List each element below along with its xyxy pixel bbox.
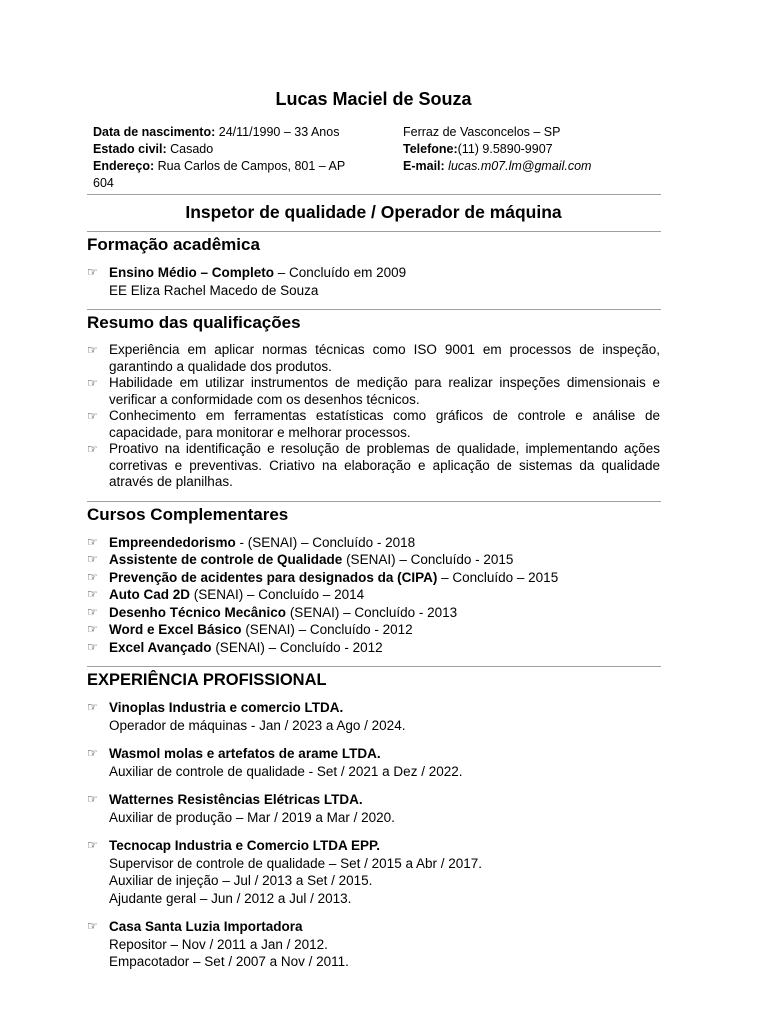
company-name: Tecnocap Industria e Comercio LTDA EPP.	[109, 838, 381, 853]
experience-list	[87, 699, 660, 971]
pointing-hand-icon: ☞	[87, 639, 98, 654]
course-detail: - (SENAI) – Concluído - 2018	[235, 534, 416, 550]
address-line	[93, 158, 353, 192]
list-item	[87, 534, 660, 552]
list-item	[87, 408, 660, 441]
divider	[87, 194, 661, 195]
qualification-text: Conhecimento em ferramentas estatísticas como gráficos de controle e análise de capacidade, para monitorar e melhorar processos.	[109, 408, 660, 440]
birth-date-label: Data de nascimento:	[93, 125, 216, 139]
course-detail: (SENAI) – Concluído – 2014	[190, 587, 365, 602]
course-detail: (SENAI) – Concluído - 2015	[342, 552, 514, 567]
company-name: Vinoplas Industria e comercio LTDA.	[109, 700, 344, 715]
pointing-hand-icon: ☞	[87, 534, 98, 549]
course-name: Auto Cad 2D	[109, 587, 190, 602]
phone-line	[403, 141, 683, 158]
phone-label: Telefone:	[403, 142, 458, 156]
civil-status-value: Casado	[166, 142, 214, 156]
courses-list	[87, 534, 660, 657]
divider	[87, 231, 661, 232]
role-line: Auxiliar de controle de qualidade - Set / 2021 a Dez / 2022.	[109, 763, 463, 779]
pointing-hand-icon: ☞	[87, 622, 98, 636]
role-line: Auxiliar de produção – Mar / 2019 a Mar / 2020.	[109, 809, 395, 825]
qualification-text: Habilidade em utilizar instrumentos de medição para realizar inspeções dimensionais e verificar a conformidade com os desenhos técnicos.	[109, 375, 660, 407]
pointing-hand-icon: ☞	[87, 409, 98, 423]
pointing-hand-icon: ☞	[87, 343, 98, 357]
address-label: Endereço:	[93, 159, 155, 173]
birth-date-line	[93, 124, 353, 141]
education-school: EE Eliza Rachel Macedo de Souza	[109, 282, 319, 298]
list-item	[87, 342, 660, 375]
phone-value: (11) 9.5890-9907	[457, 142, 553, 156]
course-name: Prevenção de acidentes para designados da (CIPA)	[109, 569, 438, 585]
list-item	[87, 699, 660, 734]
pointing-hand-icon: ☞	[87, 587, 98, 601]
course-detail: (SENAI) – Concluído - 2012	[211, 639, 383, 655]
role-line: Auxiliar de injeção – Jul / 2013 a Set / 2015.	[109, 873, 373, 888]
pointing-hand-icon: ☞	[87, 376, 98, 390]
course-name: Assistente de controle de Qualidade	[109, 552, 343, 567]
role-line: Supervisor de controle de qualidade – Set / 2015 a Abr / 2017.	[109, 855, 483, 871]
divider	[87, 666, 661, 667]
role-line: Repositor – Nov / 2011 a Jan / 2012.	[109, 936, 328, 952]
qualification-text: Experiência em aplicar normas técnicas como ISO 9001 em processos de inspeção, garantindo a qualidade dos produtos.	[109, 342, 660, 374]
list-item	[87, 604, 660, 622]
education-section-title: Formação acadêmica	[87, 235, 260, 254]
civil-status-label: Estado civil:	[93, 142, 167, 156]
list-item	[87, 918, 660, 971]
courses-section-title: Cursos Complementares	[87, 504, 289, 524]
pointing-hand-icon: ☞	[87, 792, 98, 806]
divider	[87, 501, 661, 502]
list-item	[87, 441, 660, 491]
civil-status-line	[93, 141, 353, 158]
list-item	[87, 551, 660, 569]
city-line: Ferraz de Vasconcelos – SP	[403, 125, 561, 139]
list-item	[87, 375, 660, 408]
email-label: E-mail:	[403, 159, 445, 173]
course-name: Desenho Técnico Mecânico	[109, 604, 287, 620]
divider	[87, 309, 661, 310]
pointing-hand-icon: ☞	[87, 552, 98, 566]
education-status: – Concluído em 2009	[274, 265, 407, 280]
role-line: Empacotador – Set / 2007 a Nov / 2011.	[109, 954, 349, 969]
list-item	[87, 791, 660, 826]
list-item	[87, 621, 660, 639]
course-name: Empreendedorismo	[109, 534, 236, 550]
course-detail: (SENAI) – Concluído - 2013	[286, 604, 458, 620]
candidate-name: Lucas Maciel de Souza	[275, 89, 472, 109]
qualifications-section-title: Resumo das qualificações	[87, 313, 301, 332]
experience-section-title: EXPERIÊNCIA PROFISSIONAL	[87, 671, 327, 689]
role-line: Operador de máquinas - Jan / 2023 a Ago / 2024.	[109, 717, 406, 733]
course-detail: – Concluído – 2015	[437, 569, 559, 585]
pointing-hand-icon: ☞	[87, 265, 98, 279]
contact-left-column	[93, 124, 353, 192]
job-title: Inspetor de qualidade / Operador de máquina	[185, 202, 562, 222]
list-item	[87, 745, 660, 780]
address-value: Rua Carlos de Campos, 801 – AP 604	[93, 159, 345, 190]
course-name: Excel Avançado	[109, 639, 212, 655]
qualifications-list	[87, 342, 660, 491]
email-line	[403, 158, 683, 175]
education-list	[87, 264, 660, 299]
company-name: Wasmol molas e artefatos de arame LTDA.	[109, 746, 381, 761]
pointing-hand-icon: ☞	[87, 569, 98, 584]
company-name: Watternes Resistências Elétricas LTDA.	[109, 792, 363, 807]
list-item	[87, 639, 660, 657]
pointing-hand-icon: ☞	[87, 442, 98, 456]
contact-block	[87, 124, 660, 194]
list-item	[87, 586, 660, 604]
contact-right-column	[403, 124, 683, 175]
pointing-hand-icon: ☞	[87, 746, 98, 760]
pointing-hand-icon: ☞	[87, 919, 98, 933]
qualification-text: Proativo na identificação e resolução de problemas de qualidade, implementando ações corretivas e preventivas. Criativo na elaboração e aplicação de sistemas da qualidade através de planilhas.	[109, 441, 660, 489]
pointing-hand-icon: ☞	[87, 604, 98, 619]
role-line: Ajudante geral – Jun / 2012 a Jul / 2013.	[109, 890, 352, 906]
pointing-hand-icon: ☞	[87, 700, 98, 714]
list-item	[87, 837, 660, 907]
pointing-hand-icon: ☞	[87, 838, 98, 852]
list-item	[87, 264, 660, 299]
email-value: lucas.m07.lm@gmail.com	[444, 159, 592, 173]
list-item	[87, 569, 660, 587]
company-name: Casa Santa Luzia Importadora	[109, 919, 303, 934]
course-detail: (SENAI) – Concluído - 2012	[241, 622, 413, 637]
education-level: Ensino Médio – Completo	[109, 265, 275, 280]
birth-date-value: 24/11/1990 – 33 Anos	[215, 125, 340, 139]
course-name: Word e Excel Básico	[109, 622, 242, 637]
